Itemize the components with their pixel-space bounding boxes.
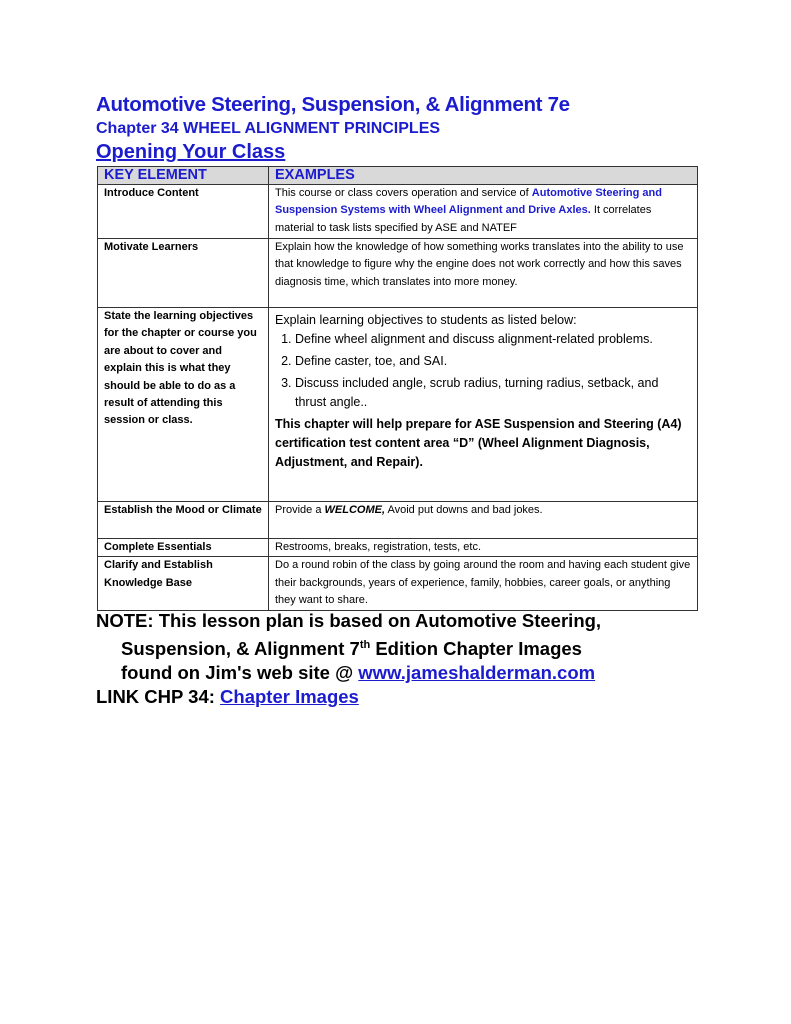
row-key: Complete Essentials [98, 539, 269, 557]
row-key: Establish the Mood or Climate [98, 502, 269, 539]
table-header [98, 167, 698, 185]
chapter-title: Chapter 34 WHEEL ALIGNMENT PRINCIPLES [96, 120, 441, 137]
text: Suspension, & Alignment 7 [121, 638, 360, 660]
lesson-table [97, 166, 698, 611]
row-example: Do a round robin of the class by going around the room and having each student give their backgrounds, years of experience, family, hobbies, career goals, or anything they want to share. [269, 557, 698, 610]
chapter-link-line [96, 685, 696, 709]
note-line [96, 633, 696, 661]
row-key: Introduce Content [98, 185, 269, 239]
text: LINK CHP 34: [96, 686, 221, 708]
text: found on Jim's web site @ [121, 662, 359, 684]
row-key: State the learning objectives for the chapter or course you are about to cover and explain this is what they should be able to do as a result of attending this session or class. [98, 308, 269, 502]
objective-item: 1. Define wheel alignment and discuss alignment-related problems. [295, 330, 691, 349]
table-row [98, 502, 698, 539]
row-key: Clarify and Establish Knowledge Base [98, 557, 269, 610]
row-example: Explain how the knowledge of how something works translates into the ability to use that knowledge to figure why the engine does not work correctly and how this saves diagnosis time, which translates into more money. [269, 239, 698, 308]
table-row [98, 308, 698, 502]
book-name: Automotive Steering and Suspension Systems with Wheel Alignment and Drive Axles. [275, 187, 662, 217]
ase-note: This chapter will help prepare for ASE Suspension and Steering (A4) certification test content area “D” (Wheel Alignment Diagnosis, Adjustment, and Repair). [275, 417, 682, 469]
note-line: NOTE: This lesson plan is based on Automotive Steering, [96, 610, 602, 631]
header-key: KEY ELEMENT [98, 167, 269, 185]
header-examples: EXAMPLES [269, 167, 698, 185]
book-title: Automotive Steering, Suspension, & Alignment 7e [96, 93, 570, 116]
objective-item: 3. Discuss included angle, scrub radius, turning radius, setback, and thrust angle.. [295, 374, 691, 412]
text: Provide a [275, 504, 325, 516]
row-example [269, 502, 698, 539]
table-row [98, 239, 698, 308]
section-heading: Opening Your Class [96, 141, 286, 163]
table-row [98, 557, 698, 610]
superscript: th [359, 639, 371, 651]
table-row [98, 185, 698, 239]
row-key: Motivate Learners [98, 239, 269, 308]
row-example: Restrooms, breaks, registration, tests, etc. [269, 539, 698, 557]
objective-item: 2. Define caster, toe, and SAI. [295, 352, 691, 371]
chapter-images-link[interactable]: Chapter Images [220, 686, 359, 708]
objectives-lead: Explain learning objectives to students as listed below: [275, 313, 577, 327]
objectives-list [275, 330, 691, 412]
note-line [96, 661, 696, 685]
text: This course or class covers operation and service of [275, 187, 532, 199]
website-link[interactable]: www.jameshalderman.com [358, 662, 596, 684]
text: It correlates material to task lists specified by ASE and NATEF [275, 204, 652, 234]
note [96, 609, 696, 709]
text: Avoid put downs and bad jokes. [385, 504, 543, 516]
table-row [98, 539, 698, 557]
row-example [269, 185, 698, 239]
text: Edition Chapter Images [370, 638, 582, 660]
row-example [269, 308, 698, 502]
emphasis: WELCOME, [324, 504, 386, 516]
